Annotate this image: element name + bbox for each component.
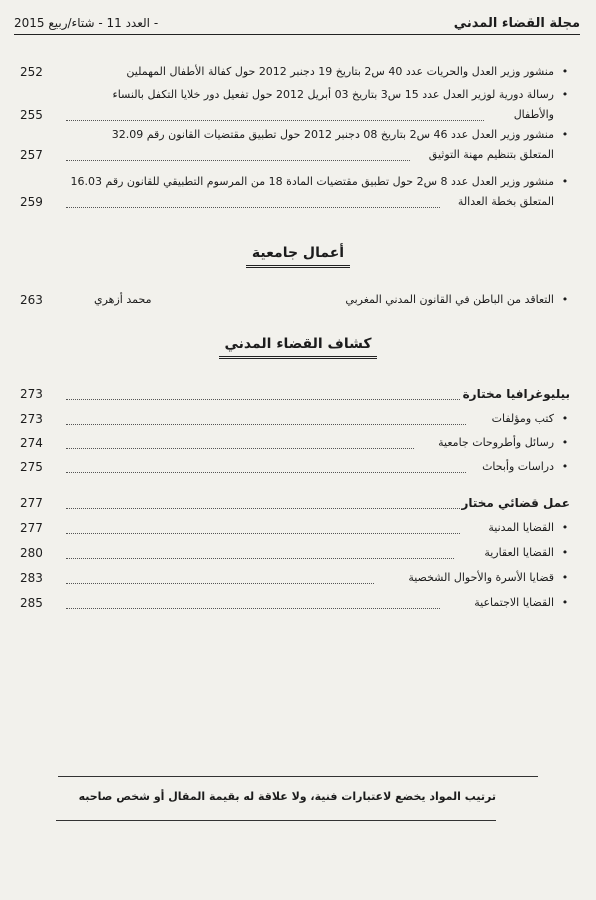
bullet: •: [561, 128, 569, 141]
toc-entry: [20, 543, 570, 563]
group-heading-bibliography: [20, 384, 570, 404]
entry-text: منشور وزير العدل عدد 46 س2 بتاريخ 08 دجنبر 2012 حول تطبيق مقتضيات القانون رقم 32.09: [111, 128, 554, 141]
footer-note: ترتيب المواد يخضع لاعتبارات فنية، ولا علاقة له بقيمة المقال أو شخص صاحبه: [78, 790, 496, 803]
page-number: 274: [20, 436, 43, 450]
entry-text: القضايا الاجتماعية: [474, 596, 554, 609]
entry-text: منشور وزير العدل والحريات عدد 40 س2 بتاريخ 19 دجنبر 2012 حول كفالة الأطفال المهملين: [126, 65, 554, 78]
leader-dots: [66, 206, 440, 208]
leader-dots: [66, 423, 466, 425]
entry-text: رسالة دورية لوزير العدل عدد 15 س3 بتاريخ 03 أبريل 2012 حول تفعيل دور خلايا التكفل بالنساء: [112, 88, 554, 101]
bullet: •: [561, 65, 569, 78]
page-number: 252: [20, 65, 43, 79]
toc-entry: [20, 593, 570, 613]
leader-dots: [66, 607, 440, 609]
journal-title: مجلة القضاء المدني: [453, 15, 580, 31]
leader-dots: [66, 398, 460, 400]
entry-text-continued: والأطفال: [513, 108, 554, 121]
bullet: •: [561, 293, 569, 306]
section-title-index: كشاف القضاء المدني: [0, 336, 596, 359]
page-number: 273: [20, 387, 43, 401]
leader-dots: [66, 532, 460, 534]
bullet: •: [561, 596, 569, 609]
toc-entry: [20, 290, 570, 310]
entry-text: قضايا الأسرة والأحوال الشخصية: [408, 571, 554, 584]
page-number: 273: [20, 412, 43, 426]
page-number: 263: [20, 293, 43, 307]
leader-dots: [66, 119, 484, 121]
entry-text: دراسات وأبحاث: [482, 460, 554, 473]
bullet: •: [561, 460, 569, 473]
leader-dots: [66, 159, 410, 161]
entry-text: القضايا المدنية: [488, 521, 554, 534]
footer-bottom-rule: [56, 820, 496, 821]
leader-dots: [66, 582, 374, 584]
entry-text: رسائل وأطروحات جامعية: [438, 436, 554, 449]
page-number: 280: [20, 546, 43, 560]
toc-entry: [20, 62, 570, 82]
page-number: 283: [20, 571, 43, 585]
entry-text: منشور وزير العدل عدد 8 س2 حول تطبيق مقتضيات المادة 18 من المرسوم التطبيقي للقانون رقم 16.03: [70, 175, 554, 188]
page-number: 255: [20, 108, 43, 122]
toc-entry: [20, 125, 570, 165]
toc-entry: [20, 433, 570, 453]
toc-entry: [20, 85, 570, 125]
page-header: [14, 12, 580, 35]
entry-text-continued: المتعلق بخطة العدالة: [457, 195, 554, 208]
entry-text: كتب ومؤلفات: [491, 412, 554, 425]
toc-entry: [20, 518, 570, 538]
page-number: 277: [20, 521, 43, 535]
leader-dots: [66, 447, 414, 449]
entry-text: التعاقد من الباطن في القانون المدني المغربي: [345, 293, 554, 306]
toc-entry: [20, 568, 570, 588]
leader-dots: [66, 471, 466, 473]
issue-info: - العدد 11 - شتاء/ربيع 2015: [14, 16, 159, 30]
bullet: •: [561, 175, 569, 188]
leader-dots: [66, 557, 454, 559]
page-number: 257: [20, 148, 43, 162]
page-number: 275: [20, 460, 43, 474]
entry-text: القضايا العقارية: [484, 546, 554, 559]
entry-author: محمد أزهري: [94, 293, 152, 306]
bullet: •: [561, 88, 569, 101]
bullet: •: [561, 571, 569, 584]
bullet: •: [561, 546, 569, 559]
bullet: •: [561, 436, 569, 449]
page-number: 277: [20, 496, 43, 510]
footer-top-rule: [58, 776, 538, 777]
entry-text-continued: المتعلق بتنظيم مهنة التوثيق: [428, 148, 554, 161]
leader-dots: [66, 507, 460, 509]
toc-entry: [20, 409, 570, 429]
bullet: •: [561, 412, 569, 425]
toc-entry: [20, 457, 570, 477]
toc-entry: [20, 172, 570, 212]
group-heading-judicial: [20, 493, 570, 513]
section-title-academic: أعمال جامعية: [0, 245, 596, 268]
group-heading-text: بيليوغرافيا مختارة: [462, 387, 570, 401]
bullet: •: [561, 521, 569, 534]
page-number: 285: [20, 596, 43, 610]
page-number: 259: [20, 195, 43, 209]
group-heading-text: عمل قضائي مختار: [461, 496, 570, 510]
